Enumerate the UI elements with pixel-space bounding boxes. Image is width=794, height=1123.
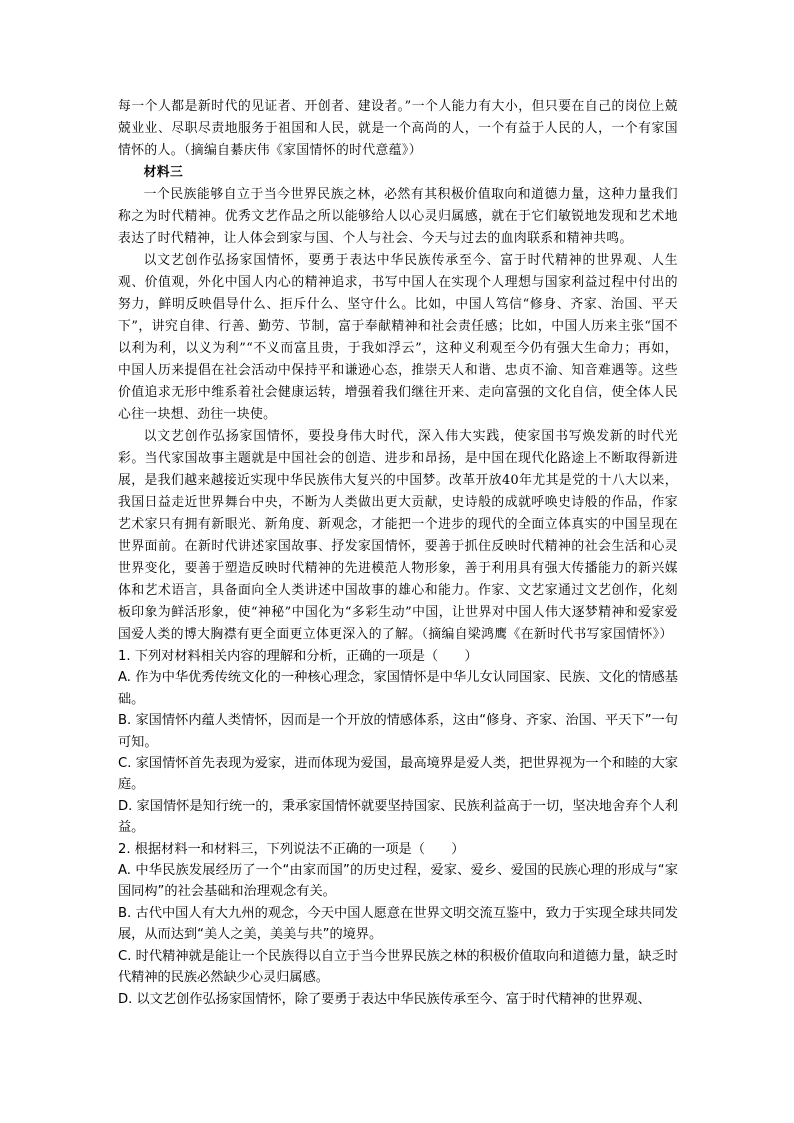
option-d: D. 家国情怀是知行统一的，秉承家国情怀就要坚持国家、民族利益高于一切，坚决地舍弃个人利益。	[118, 798, 678, 836]
option-a: A. 作为中华优秀传统文化的一种核心理念，家国情怀是中华儿女认同国家、民族、文化的情感基础。	[118, 670, 678, 707]
material-paragraph: 以文艺创作弘扬家国情怀，要勇于表达中华民族传承至今、富于时代精神的世界观、人生观、价值观，外化中国人内心的精神追求，书写中国人在实现个人理想与国家利益过程中付出的努力，鲜明反映倡导什么、拒斥什么、坚守什么。比如，中国人笃信“修身、齐家、治国、平天下”，讲究自律、行善、勤劳、节制，富于奉献精神和社会责任感；比如，中国人历来主张“国不以利为利，以义为利”“不义而富且贵，于我如浮云”，这种义利观至今仍有强大生命力；再如，中国人历来提倡在社会活动中保持平和谦逊心态，推崇天人和谐、忠贞不渝、知音难遇等。这些价值追求无形中维系着社会健康运转，增强着我们继往开来、走向富强的文化自信，使全体人民心往一块想、劲往一块使。	[118, 253, 678, 422]
option-b: B. 古代中国人有大九州的观念，今天中国人愿意在世界文明交流互鉴中，致力于实现全球共同发展，从而达到“美人之美，美美与共”的境界。	[118, 905, 678, 943]
reading-material	[118, 96, 678, 646]
option-c: C. 家国情怀首先表现为爱家，进而体现为爱国，最高境界是爱人类，把世界视为一个和睦的大家庭。	[118, 756, 678, 793]
question-section	[118, 646, 678, 1010]
material-paragraph: 一个民族能够自立于当今世界民族之林，必然有其积极价值取向和道德力量，这种力量我们称之为时代精神。优秀文艺作品之所以能够给人以心灵归属感，就在于它们敏锐地发现和艺术地表达了时代精神，让人体会到家与国、个人与社会、今天与过去的血肉联系和精神共鸣。	[118, 187, 678, 246]
option-d: D. 以文艺创作弘扬家国情怀，除了要勇于表达中华民族传承至今、富于时代精神的世界观、	[118, 991, 651, 1007]
material-paragraph: 以文艺创作弘扬家国情怀，要投身伟大时代，深入伟大实践，使家国书写焕发新的时代光彩。当代家国故事主题就是中国社会的创造、进步和昂扬，是中国在现代化路途上不断取得新进展，是我们越来越接近实现中华民族伟大复兴的中国梦。改革开放40年尤其是党的十八大以来，我国日益走近世界舞台中央，不断为人类做出更大贡献，史诗般的成就呼唤史诗般的作品，作家艺术家只有拥有新眼光、新角度、新观念，才能把一个进步的现代的全面立体真实的中国呈现在世界面前。在新时代讲述家国故事、抒发家国情怀，要善于抓住反映时代精神的社会生活和心灵世界变化，要善于塑造反映时代精神的先进模范人物形象，善于利用具有强大传播能力的新兴媒体和艺术语言，具备面向全人类讲述中国故事的雄心和能力。作家、文艺家通过文艺创作，化刻板印象为鲜活形象，使“神秘”中国化为“多彩生动”中国，让世界对中国人伟大逐梦精神和爱家爱国爱人类的博大胸襟有更全面更立体更深入的了解。（摘编自梁鸿鹰《在新时代书写家国情怀》）	[118, 429, 678, 642]
question-stem: 2. 根据材料一和材料三，下列说法不正确的一项是（ ）	[118, 841, 465, 857]
question-2	[118, 839, 678, 1010]
material-three-heading: 材料三	[143, 165, 184, 180]
question-1	[118, 646, 678, 839]
option-a: A. 中华民族发展经历了一个“由家而国”的历史过程，爱家、爱乡、爱国的民族心理的形成与“家国同构”的社会基础和治理观念有关。	[118, 863, 678, 900]
material-intro-paragraph: 每一个人都是新时代的见证者、开创者、建设者。”一个人能力有大小，但只要在自己的岗位上兢兢业业、尽职尽责地服务于祖国和人民，就是一个高尚的人，一个有益于人民的人，一个有家国情怀的人。（摘编自綦庆伟《家国情怀的时代意蕴》）	[118, 99, 678, 158]
question-stem: 1. 下列对材料相关内容的理解和分析，正确的一项是（ ）	[118, 649, 478, 664]
option-b: B. 家国情怀内蕴人类情怀，因而是一个开放的情感体系，这由“修身、齐家、治国、平天下”一句可知。	[118, 713, 678, 750]
option-c: C. 时代精神就是能让一个民族得以自立于当今世界民族之林的积极价值取向和道德力量，缺乏时代精神的民族必然缺少心灵归属感。	[118, 948, 678, 986]
